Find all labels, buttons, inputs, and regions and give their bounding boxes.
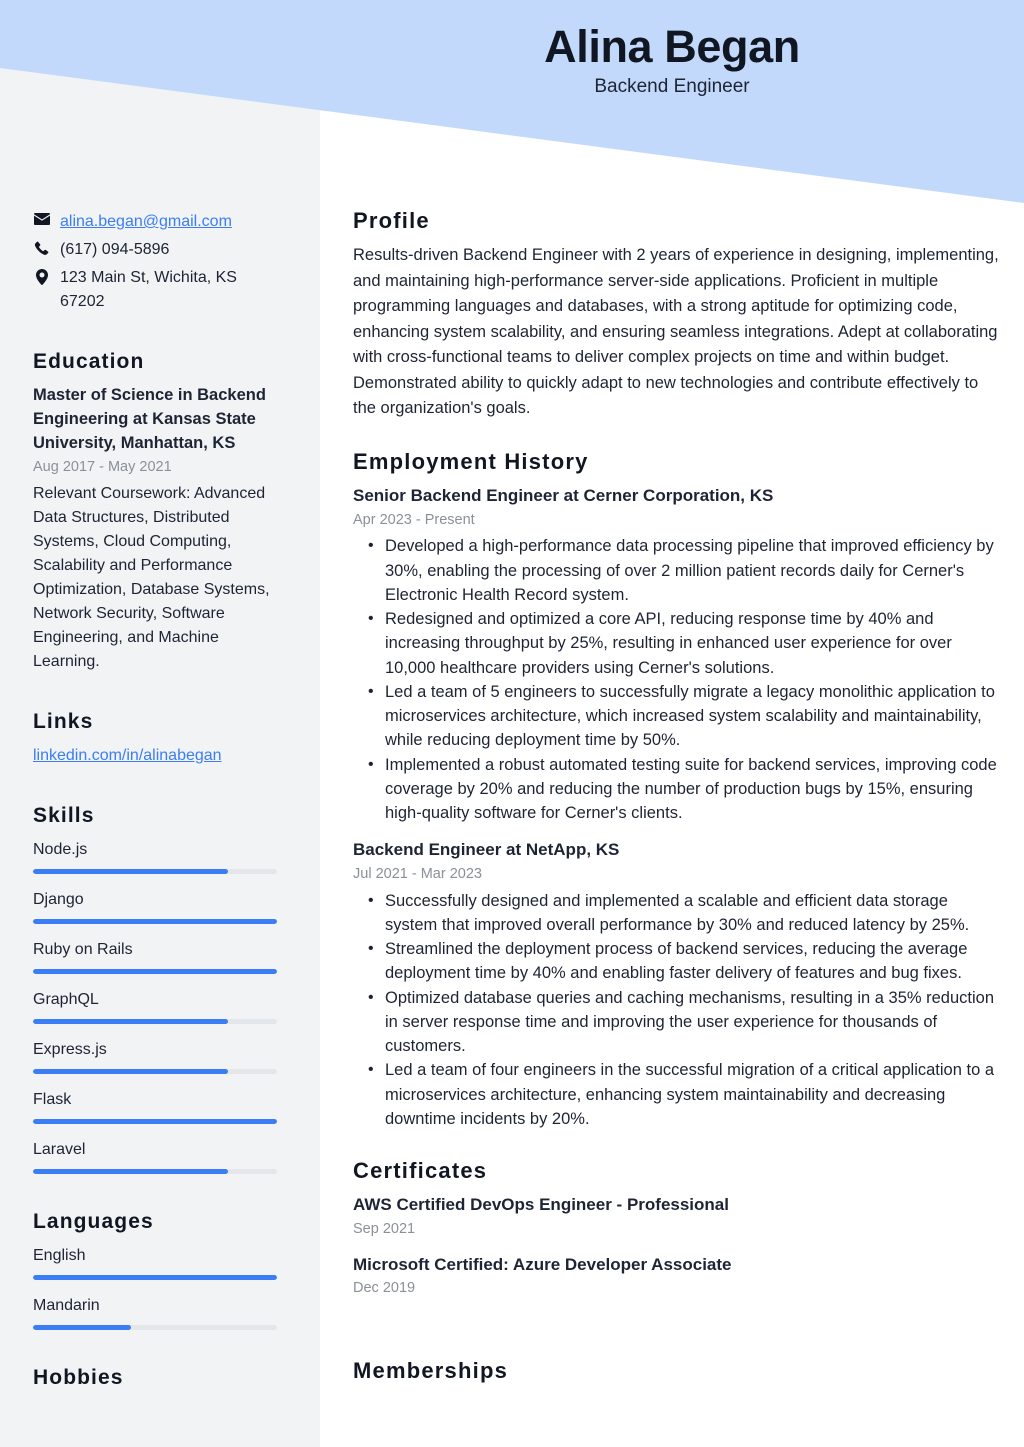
phone-icon bbox=[33, 238, 50, 256]
skill-bar-track bbox=[33, 919, 277, 924]
education-description: Relevant Coursework: Advanced Data Structures, Distributed Systems, Cloud Computing, Scalability and Performance Optimization, Database Systems, Network Security, Software Engineering, and Machine Learning. bbox=[33, 484, 270, 670]
candidate-job-title: Backend Engineer bbox=[594, 76, 750, 98]
skill-bar-track bbox=[33, 869, 277, 874]
skills-list bbox=[33, 838, 277, 1174]
skill-item-laravel bbox=[33, 1138, 277, 1174]
certificate-name: Microsoft Certified: Azure Developer Associate bbox=[353, 1254, 732, 1274]
job-title: Senior Backend Engineer at Cerner Corporation, KS bbox=[353, 485, 774, 505]
language-bar-track bbox=[33, 1275, 277, 1280]
skill-label: Express.js bbox=[33, 1040, 107, 1058]
sidebar-heading-links: Links bbox=[33, 709, 94, 733]
skill-label: Ruby on Rails bbox=[33, 940, 133, 958]
candidate-name: Alina Began bbox=[544, 21, 800, 72]
job-bullet-list bbox=[353, 534, 1000, 825]
contact-email-text bbox=[60, 210, 277, 234]
linkedin-link[interactable]: linkedin.com/in/alinabegan bbox=[33, 746, 222, 764]
job-entry-cerner bbox=[353, 484, 1000, 825]
certificate-date: Sep 2021 bbox=[353, 1220, 416, 1237]
certificate-date: Dec 2019 bbox=[353, 1280, 416, 1297]
sidebar-heading-skills: Skills bbox=[33, 803, 95, 827]
links-list bbox=[33, 744, 277, 768]
list-item: • Successfully designed and implemented a scalable and efficient data storage system that improved overall performance by 30% and reduced latency by 25%. bbox=[385, 889, 1000, 938]
skill-bar-fill bbox=[33, 919, 277, 924]
main-heading-memberships: Memberships bbox=[353, 1358, 509, 1383]
job-bullet-list bbox=[353, 889, 1000, 1132]
skill-item-flask bbox=[33, 1088, 277, 1124]
contact-item-address bbox=[33, 266, 277, 314]
sidebar-heading-hobbies: Hobbies bbox=[33, 1365, 124, 1389]
skill-item-django bbox=[33, 888, 277, 924]
main-column bbox=[320, 0, 1024, 1411]
list-item: • Led a team of four engineers in the successful migration of a critical application to a microservices architecture, enhancing system maintainability and decreasing downtime incidents by 20%. bbox=[385, 1058, 1000, 1131]
language-item-english bbox=[33, 1244, 277, 1280]
skill-label: Laravel bbox=[33, 1140, 86, 1158]
section-memberships bbox=[353, 1358, 1000, 1384]
contact-item-phone bbox=[33, 238, 277, 262]
education-entry bbox=[33, 384, 277, 674]
list-item: • Redesigned and optimized a core API, reducing response time by 40% and increasing throughput by 25%, resulting in enhanced user experience for over 10,000 healthcare providers using Cerner's solutions. bbox=[385, 607, 1000, 680]
list-item: • Led a team of 5 engineers to successfully migrate a legacy monolithic application to microservices architecture, which increased system scalability and maintainability, while reducing deployment time by 50%. bbox=[385, 680, 1000, 753]
section-profile bbox=[353, 208, 1000, 422]
main-heading-employment: Employment History bbox=[353, 448, 589, 474]
language-label: English bbox=[33, 1246, 86, 1264]
certificate-entry-azure bbox=[353, 1253, 1000, 1300]
certificate-entry-aws bbox=[353, 1193, 1000, 1240]
skill-bar-track bbox=[33, 1119, 277, 1124]
skill-bar-track bbox=[33, 1019, 277, 1024]
section-spacer bbox=[353, 1327, 1000, 1358]
section-employment-history bbox=[353, 449, 1000, 1131]
skill-bar-fill bbox=[33, 969, 277, 974]
sidebar bbox=[0, 0, 320, 1400]
contact-phone-text: (617) 094-5896 bbox=[60, 241, 170, 258]
skill-bar-fill bbox=[33, 1119, 277, 1124]
certificate-name: AWS Certified DevOps Engineer - Professional bbox=[353, 1195, 729, 1215]
language-label: Mandarin bbox=[33, 1296, 100, 1314]
contact-item-email bbox=[33, 210, 277, 234]
list-item: • Optimized database queries and caching mechanisms, resulting in a 35% reduction in server response time and improving the user experience for thousands of customers. bbox=[385, 986, 1000, 1059]
list-item: • Streamlined the deployment process of backend services, reducing the average deployment time by 40% and enabling faster delivery of features and bug fixes. bbox=[385, 937, 1000, 986]
skill-item-ruby-on-rails bbox=[33, 938, 277, 974]
list-item: • Implemented a robust automated testing suite for backend services, improving code coverage by 20% and reducing the number of production bugs by 15%, ensuring high-quality software for Cerner's clients. bbox=[385, 753, 1000, 826]
location-pin-icon bbox=[33, 266, 50, 285]
skill-bar-fill bbox=[33, 1069, 228, 1074]
contact-address-text: 123 Main St, Wichita, KS 67202 bbox=[60, 269, 237, 310]
list-item bbox=[33, 744, 277, 768]
skill-item-nodejs bbox=[33, 838, 277, 874]
job-dates: Jul 2021 - Mar 2023 bbox=[353, 865, 482, 882]
job-title: Backend Engineer at NetApp, KS bbox=[353, 840, 620, 860]
section-certificates bbox=[353, 1158, 1000, 1300]
envelope-icon bbox=[33, 210, 50, 225]
sidebar-heading-education: Education bbox=[33, 350, 145, 373]
skill-item-graphql bbox=[33, 988, 277, 1024]
skill-bar-fill bbox=[33, 1019, 228, 1024]
main-heading-profile: Profile bbox=[353, 208, 430, 233]
skill-bar-fill bbox=[33, 869, 228, 874]
job-dates: Apr 2023 - Present bbox=[353, 511, 475, 528]
skill-bar-fill bbox=[33, 1169, 228, 1174]
email-link[interactable]: alina.began@gmail.com bbox=[60, 213, 232, 230]
profile-summary: Results-driven Backend Engineer with 2 years of experience in designing, implementing, and maintaining high-performance server-side applications. Proficient in multiple programming languages and databases, with a strong aptitude for optimizing code, enhancing system scalability, and ensuring seamless integrations. Adept at collaborating with cross-functional teams to deliver complex projects on time and within budget. Demonstrated ability to quickly adapt to new technologies and contribute effectively to the organization's goals. bbox=[353, 246, 999, 418]
skill-bar-track bbox=[33, 1169, 277, 1174]
skill-bar-track bbox=[33, 1069, 277, 1074]
language-bar-fill bbox=[33, 1325, 131, 1330]
languages-list bbox=[33, 1244, 277, 1330]
job-entry-netapp bbox=[353, 838, 1000, 1131]
sidebar-heading-languages: Languages bbox=[33, 1209, 154, 1233]
skill-label: GraphQL bbox=[33, 990, 99, 1008]
skill-item-expressjs bbox=[33, 1038, 277, 1074]
contact-list bbox=[33, 210, 277, 314]
skill-label: Flask bbox=[33, 1090, 72, 1108]
list-item: • Developed a high-performance data processing pipeline that improved efficiency by 30%, enabling the processing of over 2 million patient records daily for Cerner's Electronic Health Record system. bbox=[385, 534, 1000, 607]
skill-label: Node.js bbox=[33, 840, 88, 858]
main-heading-certificates: Certificates bbox=[353, 1158, 488, 1184]
education-dates: Aug 2017 - May 2021 bbox=[33, 458, 172, 475]
skill-label: Django bbox=[33, 890, 84, 908]
skill-bar-track bbox=[33, 969, 277, 974]
language-item-mandarin bbox=[33, 1294, 277, 1330]
language-bar-fill bbox=[33, 1275, 277, 1280]
education-degree: Master of Science in Backend Engineering at Kansas State University, Manhattan, KS bbox=[33, 386, 266, 452]
language-bar-track bbox=[33, 1325, 277, 1330]
